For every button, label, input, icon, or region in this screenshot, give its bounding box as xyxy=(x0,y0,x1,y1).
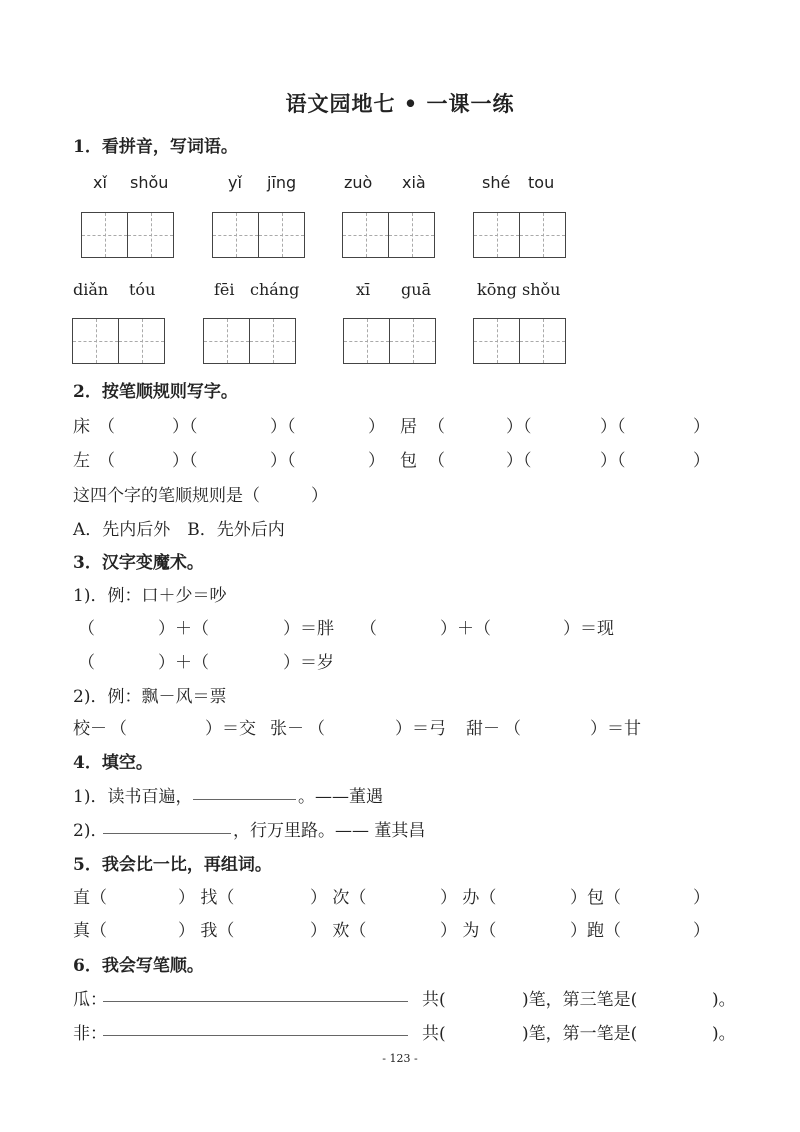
equation-result: ）＝胖 xyxy=(283,619,334,639)
tian-grid-box[interactable] xyxy=(72,318,165,364)
page-number: - 123 - xyxy=(382,1052,418,1065)
stroke-char: 瓜： xyxy=(73,990,107,1010)
fill-blank[interactable] xyxy=(193,798,296,800)
compare-char: ） 欢（ xyxy=(310,921,367,941)
answer-blank[interactable]: ） xyxy=(693,417,710,437)
answer-blank[interactable]: ） xyxy=(368,451,385,471)
subtract-right: ）＝弓 xyxy=(395,719,446,739)
equation-result: ）＝岁 xyxy=(283,653,334,673)
equation-result: ）＝现 xyxy=(563,619,614,639)
section-5-heading: 5．我会比一比，再组词。 xyxy=(73,855,272,875)
answer-blank[interactable]: ）（ xyxy=(172,417,198,437)
answer-blank[interactable]: （ xyxy=(308,719,325,739)
tian-grid-box[interactable] xyxy=(473,318,566,364)
tian-grid-box[interactable] xyxy=(203,318,296,364)
subtract-left: 张－ xyxy=(270,719,304,739)
tian-grid-box[interactable] xyxy=(473,212,566,258)
section-4-heading: 4．填空。 xyxy=(73,753,153,773)
answer-blank[interactable]: ） xyxy=(368,417,385,437)
compare-char: ）包（ xyxy=(570,888,621,908)
answer-blank[interactable]: ）＋（ xyxy=(440,619,491,639)
pinyin: xià xyxy=(402,173,426,192)
compare-char: ） 我（ xyxy=(178,921,235,941)
answer-blank[interactable]: （ xyxy=(428,417,445,437)
answer-blank[interactable]: （ xyxy=(98,417,115,437)
pinyin: cháng xyxy=(250,280,300,299)
stroke-count: 共( xyxy=(422,1024,446,1044)
pinyin: shǒu xyxy=(522,280,561,299)
pinyin: yǐ xyxy=(228,173,242,192)
answer-blank[interactable]: （ xyxy=(78,653,95,673)
fill-text: 2)． xyxy=(73,821,108,841)
pinyin: jīng xyxy=(267,173,297,192)
stroke-count: 共( xyxy=(422,990,446,1010)
answer-blank[interactable]: （ xyxy=(504,719,521,739)
pinyin: shǒu xyxy=(130,173,169,192)
answer-blank[interactable]: ）（ xyxy=(600,417,626,437)
answer-blank[interactable]: （ xyxy=(360,619,377,639)
pinyin: kōng xyxy=(477,280,517,299)
compare-char: ） 为（ xyxy=(440,921,497,941)
compare-char: ） 次（ xyxy=(310,888,367,908)
answer-blank[interactable]: （ xyxy=(98,451,115,471)
compare-char: 真（ xyxy=(73,921,107,941)
pinyin: guā xyxy=(401,280,432,299)
pinyin: fēi xyxy=(214,280,235,299)
subtract-right: ）＝交 xyxy=(205,719,256,739)
pinyin: tou xyxy=(528,173,555,192)
rule-question: 这四个字的笔顺规则是（ ） xyxy=(73,486,328,506)
char: 居 xyxy=(400,417,417,437)
answer-blank[interactable]: ） xyxy=(693,921,710,941)
stroke-end: )。 xyxy=(712,1024,736,1044)
rule-options: A．先内后外 B．先外后内 xyxy=(73,520,285,540)
answer-blank[interactable]: ）（ xyxy=(600,451,626,471)
stroke-order-blank[interactable] xyxy=(103,1034,408,1036)
example-2: 2)．例：飘－风＝票 xyxy=(73,687,227,707)
stroke-end: )。 xyxy=(712,990,736,1010)
answer-blank[interactable]: ） xyxy=(693,451,710,471)
page-title: 语文园地七 • 一课一练 xyxy=(285,91,515,116)
answer-blank[interactable]: ）（ xyxy=(172,451,198,471)
answer-blank[interactable]: ）＋（ xyxy=(158,619,209,639)
answer-blank[interactable]: （ xyxy=(110,719,127,739)
subtract-left: 甜－ xyxy=(466,719,500,739)
answer-blank[interactable]: ）（ xyxy=(270,451,296,471)
stroke-nth: )笔，第三笔是( xyxy=(522,990,638,1010)
stroke-char: 非： xyxy=(73,1024,107,1044)
pinyin: shé xyxy=(482,173,511,192)
compare-char: ）跑（ xyxy=(570,921,621,941)
section-6-heading: 6．我会写笔顺。 xyxy=(73,956,204,976)
answer-blank[interactable]: （ xyxy=(78,619,95,639)
pinyin: xǐ xyxy=(93,173,107,192)
fill-text: 。——董遇 xyxy=(298,787,383,807)
pinyin: zuò xyxy=(344,173,373,192)
pinyin: xī xyxy=(356,280,371,299)
section-1-heading: 1．看拼音，写词语。 xyxy=(73,137,238,157)
compare-char: ） 办（ xyxy=(440,888,497,908)
tian-grid-box[interactable] xyxy=(212,212,305,258)
compare-char: ） 找（ xyxy=(178,888,235,908)
char: 床 xyxy=(73,417,90,437)
pinyin: diǎn xyxy=(73,280,109,299)
section-2-heading: 2．按笔顺规则写字。 xyxy=(73,382,238,402)
tian-grid-box[interactable] xyxy=(343,318,436,364)
compare-char: 直（ xyxy=(73,888,107,908)
section-3-heading: 3．汉字变魔术。 xyxy=(73,553,204,573)
stroke-order-blank[interactable] xyxy=(103,1000,408,1002)
answer-blank[interactable]: ）（ xyxy=(270,417,296,437)
subtract-right: ）＝甘 xyxy=(590,719,641,739)
answer-blank[interactable]: ）＋（ xyxy=(158,653,209,673)
char: 包 xyxy=(400,451,417,471)
example-1: 1)．例：口＋少＝吵 xyxy=(73,586,227,606)
answer-blank[interactable]: ） xyxy=(693,888,710,908)
fill-text: ，行万里路。—— 董其昌 xyxy=(233,821,426,841)
answer-blank[interactable]: ）（ xyxy=(506,451,532,471)
fill-blank[interactable] xyxy=(103,832,231,834)
stroke-nth: )笔，第一笔是( xyxy=(522,1024,638,1044)
tian-grid-box[interactable] xyxy=(342,212,435,258)
subtract-left: 校－ xyxy=(73,719,107,739)
char: 左 xyxy=(73,451,90,471)
fill-text: 1)．读书百遍， xyxy=(73,787,193,807)
tian-grid-box[interactable] xyxy=(81,212,174,258)
answer-blank[interactable]: ）（ xyxy=(506,417,532,437)
answer-blank[interactable]: （ xyxy=(428,451,445,471)
pinyin: tóu xyxy=(129,280,156,299)
